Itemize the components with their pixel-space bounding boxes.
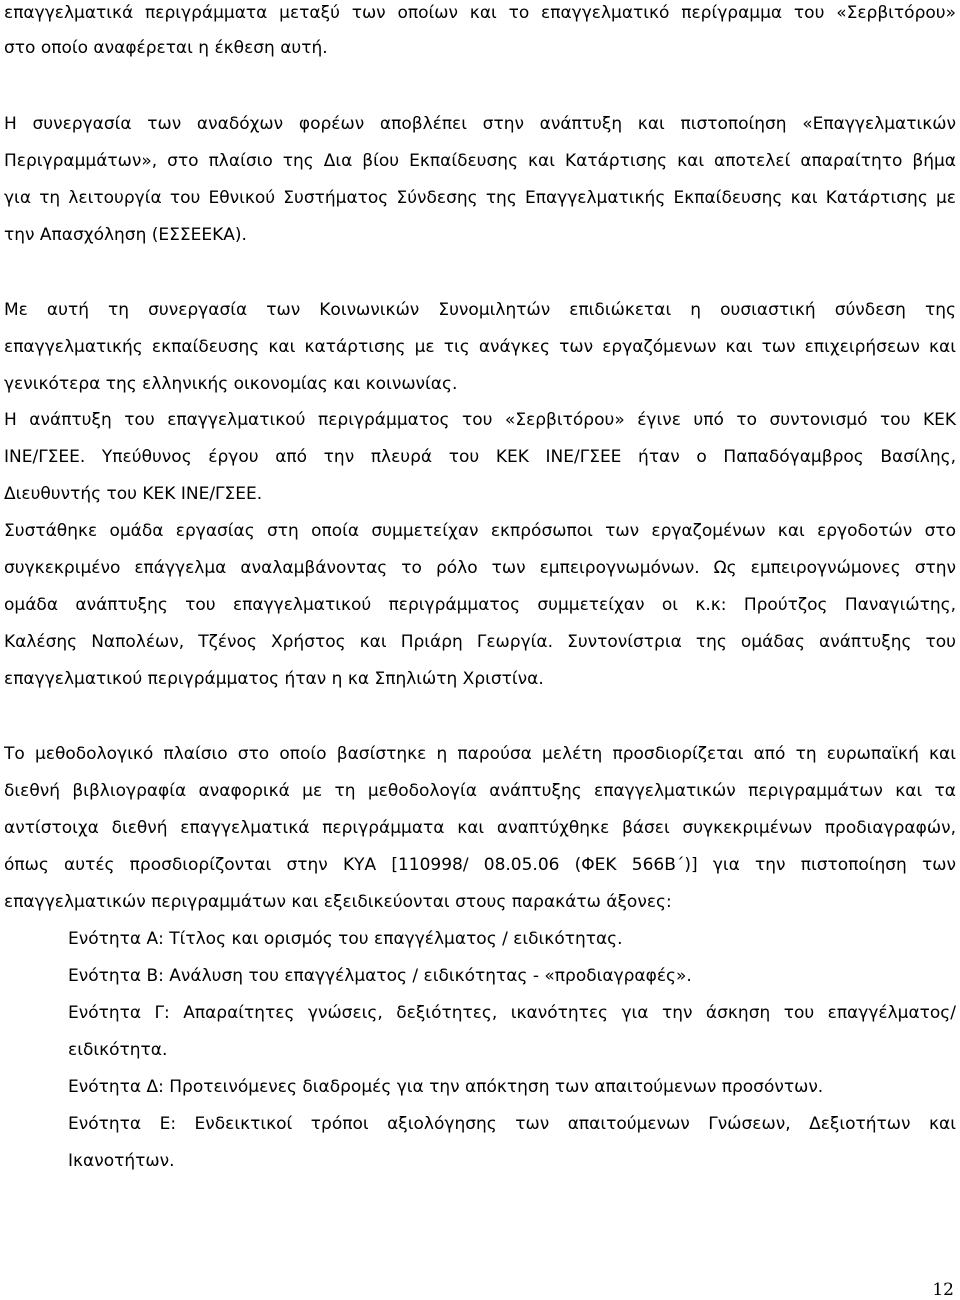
text-line: Με αυτή τη συνεργασία των Κοινωνικών Συνομιλητών επιδιώκεται η ουσιαστική σύνδεση της (4, 300, 956, 320)
text-line: Καλέσης Ναπολέων, Τζένος Χρήστος και Πριάρη Γεωργία. Συντονίστρια της ομάδας ανάπτυξης του (4, 632, 956, 652)
text-line: την Απασχόληση (ΕΣΣΕΕΚΑ). (4, 225, 247, 245)
text-line: γενικότερα της ελληνικής οικονομίας και κοινωνίας. (4, 374, 458, 394)
unit-e-continuation: Ικανοτήτων. (68, 1151, 175, 1171)
text-line: ΙΝΕ/ΓΣΕΕ. Υπεύθυνος έργου από την πλευρά του ΚΕΚ ΙΝΕ/ΓΣΕΕ ήταν ο Παπαδόγαμβρος Βασίλης, (4, 447, 956, 467)
text-line: Συστάθηκε ομάδα εργασίας στη οποία συμμετείχαν εκπρόσωποι των εργαζομένων και εργοδοτών στο (4, 521, 956, 541)
unit-c-continuation: ειδικότητα. (68, 1040, 168, 1060)
text-line: Το μεθοδολογικό πλαίσιο στο οποίο βασίστηκε η παρούσα μελέτη προσδιορίζεται από τη ευρωπαϊκή και (4, 744, 956, 764)
text-line: στο οποίο αναφέρεται η έκθεση αυτή. (4, 38, 328, 58)
unit-e: Ενότητα Ε: Ενδεικτικοί τρόποι αξιολόγησης των απαιτούμενων Γνώσεων, Δεξιοτήτων και (68, 1114, 956, 1134)
text-line: Περιγραμμάτων», στο πλαίσιο της Δια βίου Εκπαίδευσης και Κατάρτισης και αποτελεί απαραίτητο βήμα (4, 151, 956, 171)
text-line: Η συνεργασία των αναδόχων φορέων αποβλέπει στην ανάπτυξη και πιστοποίηση «Επαγγελματικών (4, 114, 956, 134)
text-line: για τη λειτουργία του Εθνικού Συστήματος Σύνδεσης της Επαγγελματικής Εκπαίδευσης και Κατάρτισης με (4, 188, 956, 208)
text-line: ομάδα ανάπτυξης του επαγγελματικού περιγράμματος συμμετείχαν οι κ.κ: Προύτζος Παναγιώτης, (4, 595, 956, 615)
text-line: διεθνή βιβλιογραφία αναφορικά με τη μεθοδολογία ανάπτυξης επαγγελματικών περιγραμμάτων και τα (4, 781, 956, 801)
unit-d: Ενότητα Δ: Προτεινόμενες διαδρομές για την απόκτηση των απαιτούμενων προσόντων. (68, 1077, 824, 1097)
unit-a: Ενότητα Α: Τίτλος και ορισμός του επαγγέλματος / ειδικότητας. (68, 929, 623, 949)
text-line: επαγγελματικών περιγραμμάτων και εξειδικεύονται στους παρακάτω άξονες: (4, 892, 672, 912)
text-line: όπως αυτές προσδιορίζονται στην ΚΥΑ [110998/ 08.05.06 (ΦΕΚ 566Β΄)] για την πιστοποίηση των (4, 855, 956, 875)
unit-c: Ενότητα Γ: Απαραίτητες γνώσεις, δεξιότητες, ικανότητες για την άσκηση του επαγγέλματος/ (68, 1003, 956, 1023)
text-line: Η ανάπτυξη του επαγγελματικού περιγράμματος του «Σερβιτόρου» έγινε υπό το συντονισμό του ΚΕΚ (4, 410, 956, 430)
page-number: 12 (932, 1280, 954, 1300)
text-line: επαγγελματικής εκπαίδευσης και κατάρτισης με τις ανάγκες των εργαζόμενων και των επιχειρήσεων και (4, 337, 956, 357)
unit-b: Ενότητα Β: Ανάλυση του επαγγέλματος / ειδικότητας - «προδιαγραφές». (68, 966, 692, 986)
text-line: Διευθυντής του ΚΕΚ ΙΝΕ/ΓΣΕΕ. (4, 484, 263, 504)
text-line: επαγγελματικά περιγράμματα μεταξύ των οποίων και το επαγγελματικό περίγραμμα του «Σερβιτόρου» (4, 3, 956, 23)
text-line: συγκεκριμένο επάγγελμα αναλαμβάνοντας το ρόλο των εμπειρογνωμόνων. Ως εμπειρογνώμονες στην (4, 558, 956, 578)
text-line: επαγγελματικού περιγράμματος ήταν η κα Σπηλιώτη Χριστίνα. (4, 669, 544, 689)
text-line: αντίστοιχα διεθνή επαγγελματικά περιγράμματα και αναπτύχθηκε βάσει συγκεκριμένων προδιαγραφών, (4, 818, 956, 838)
